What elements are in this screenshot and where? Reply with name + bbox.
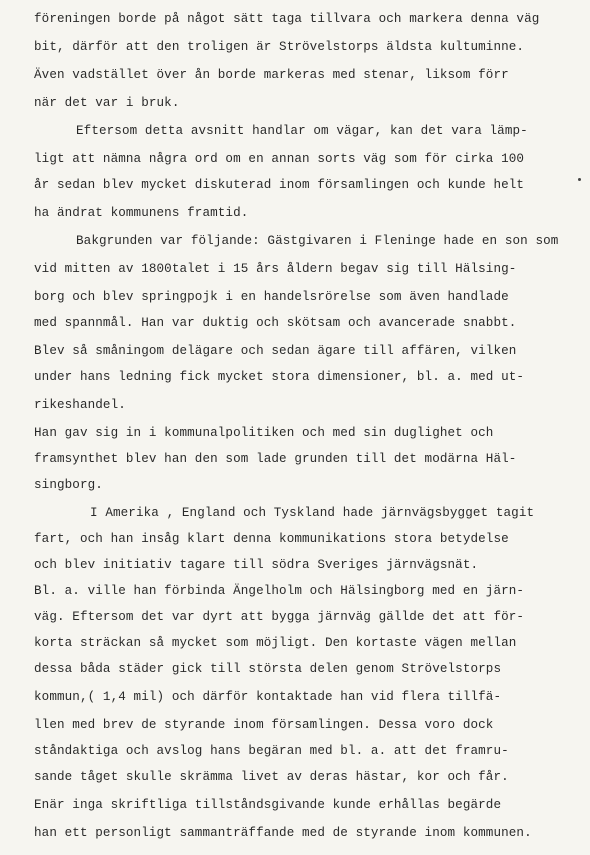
text-line: singborg. [34,478,103,492]
text-line: när det var i bruk. [34,96,180,110]
text-line: framsynthet blev han den som lade grunden till det modärna Häl- [34,452,517,466]
text-line: rikeshandel. [34,398,126,412]
text-line: år sedan blev mycket diskuterad inom församlingen och kunde helt [34,178,525,192]
text-line: Enär inga skriftliga tillståndsgivande kunde erhållas begärde [34,798,502,812]
text-line: sande tåget skulle skrämma livet av deras hästar, kor och får. [34,770,509,784]
text-line: Även vadstället över ån borde markeras med stenar, liksom förr [34,68,509,82]
text-line: och blev initiativ tagare till södra Sveriges järnvägsnät. [34,558,479,572]
text-line: ligt att nämna några ord om en annan sorts väg som för cirka 100 [34,152,525,166]
text-line: I Amerika , England och Tyskland hade järnvägsbygget tagit [90,506,535,520]
text-line: dessa båda städer gick till största delen genom Strövelstorps [34,662,502,676]
text-line: kommun,( 1,4 mil) och därför kontaktade han vid flera tillfä- [34,690,502,704]
text-line: föreningen borde på något sätt taga tillvara och markera denna väg [34,12,540,26]
text-line: han ett personligt sammanträffande med de styrande inom kommunen. [34,826,532,840]
text-line: Bakgrunden var följande: Gästgivaren i Fleninge hade en son som [76,234,559,248]
text-line: ha ändrat kommunens framtid. [34,206,249,220]
text-line: borg och blev springpojk i en handelsrörelse som även handlade [34,290,509,304]
text-line: llen med brev de styrande inom församlingen. Dessa voro dock [34,718,494,732]
text-line: ståndaktiga och avslog hans begäran med bl. a. att det framru- [34,744,509,758]
text-line: Bl. a. ville han förbinda Ängelholm och Hälsingborg med en järn- [34,584,525,598]
text-line: Han gav sig in i kommunalpolitiken och med sin duglighet och [34,426,494,440]
text-line: under hans ledning fick mycket stora dimensioner, bl. a. med ut- [34,370,525,384]
text-line: vid mitten av 1800talet i 15 års åldern begav sig till Hälsing- [34,262,517,276]
text-line: Eftersom detta avsnitt handlar om vägar, kan det vara lämp- [76,124,528,138]
text-line: korta sträckan så mycket som möjligt. Den kortaste vägen mellan [34,636,517,650]
text-line: fart, och han insåg klart denna kommunikations stora betydelse [34,532,509,546]
text-line: väg. Eftersom det var dyrt att bygga järnväg gällde det att för- [34,610,525,624]
text-line: bit, därför att den troligen är Strövelstorps äldsta kultuminne. [34,40,525,54]
ink-speck [578,178,581,181]
text-line: Blev så småningom delägare och sedan ägare till affären, vilken [34,344,517,358]
text-line: med spannmål. Han var duktig och skötsam och avancerade snabbt. [34,316,517,330]
